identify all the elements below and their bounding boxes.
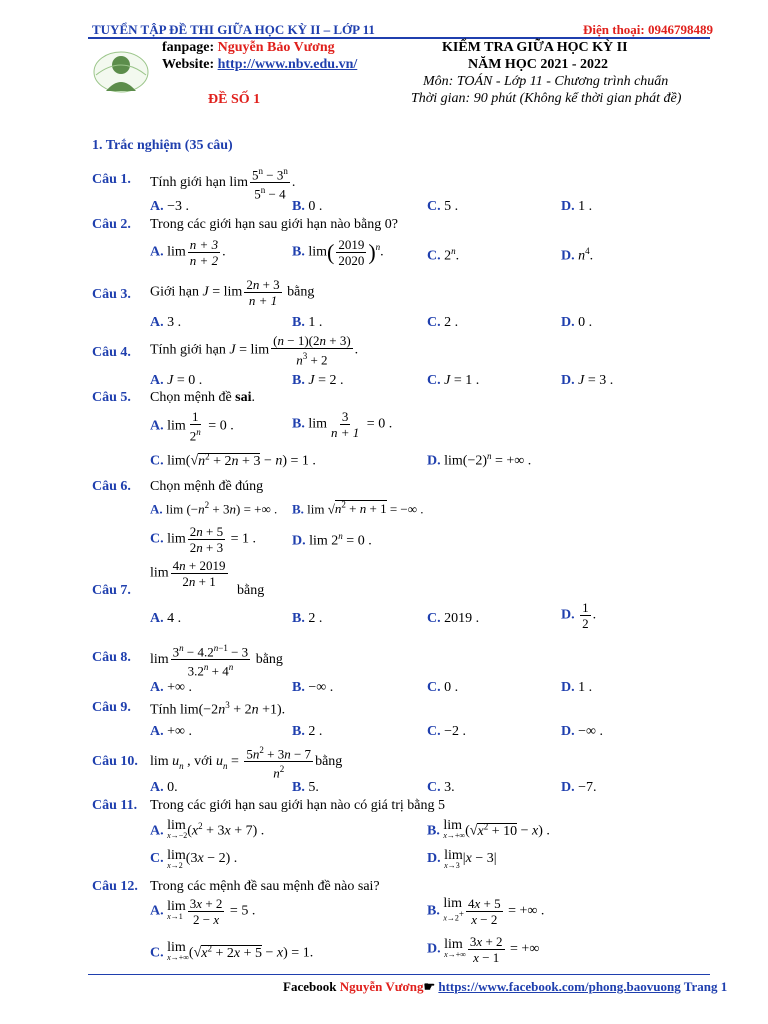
q9-text: Tính $\lim(-2n^3 + 2n +1)$. [150,700,286,718]
q2-number: Câu 2. [92,217,131,232]
author-logo [92,45,150,95]
q3-number: Câu 3. [92,287,131,302]
q7-option-c[interactable]: C. 2019 . [427,611,480,626]
q12-number: Câu 12. [92,879,138,894]
q8-number: Câu 8. [92,650,131,665]
q6-option-d[interactable]: D. $\lim 2^n = 0$ . [292,531,372,549]
q1-option-c[interactable]: C. 5 . [427,199,459,214]
q12-option-a[interactable]: A. lim x→1 $\frac{3x + 2}{2 - x}$ = 5 . [150,896,256,927]
q11-number: Câu 11. [92,798,138,813]
series-title: TUYỂN TẬP ĐỀ THI GIỮA HỌC KỲ II – LỚP 11 [92,22,375,37]
q7-option-a[interactable]: A. 4 . [150,611,182,626]
q1-option-b[interactable]: B. 0 . [292,199,323,214]
q1-option-a[interactable]: A. −3 . [150,199,190,214]
q5-option-a[interactable]: A. lim $\frac{1}{2^n}$ = 0 . [150,409,234,444]
q7-number: Câu 7. [92,583,131,598]
q4-option-a[interactable]: A. J = 0 . [150,373,203,388]
website-link[interactable]: http://www.nbv.edu.vn/ [217,57,358,72]
q4-number: Câu 4. [92,345,131,360]
q3-option-a[interactable]: A. 3 . [150,315,182,330]
q4-option-d[interactable]: D. J = 3 . [561,373,614,388]
page-number: Trang 1 [683,979,728,994]
q1-number: Câu 1. [92,172,131,187]
website-line: Website: http://www.nbv.edu.vn/ [162,57,358,72]
q10-option-c[interactable]: C. 3. [427,780,455,795]
q4-option-b[interactable]: B. J = 2 . [292,373,344,388]
q3-option-c[interactable]: C. 2 . [427,315,459,330]
footer: Facebook Nguyễn Vương☛ https://www.facebook.com/phong.baovuong Trang 1 [283,979,728,994]
q6-number: Câu 6. [92,479,131,494]
q12-option-d[interactable]: D. lim x→+∞ $\frac{3x + 2}{x - 1}$ = +∞ [427,934,540,965]
footer-rule [88,974,710,975]
q7-option-d[interactable]: D. $\frac{1}{2}$ . [561,600,597,631]
q10-number: Câu 10. [92,754,138,769]
q1-text: Tính giới hạn lim $\frac{5^n - 3^n}{5^n - 4}$ . [150,166,296,202]
facebook-link[interactable]: https://www.facebook.com/phong.baovuong [438,979,681,994]
q4-option-c[interactable]: C. J = 1 . [427,373,480,388]
q8-option-b[interactable]: B. −∞ . [292,680,334,695]
fanpage-line: fanpage: Nguyễn Bảo Vương [162,40,335,55]
q8-option-d[interactable]: D. 1 . [561,680,593,695]
q8-text: lim $\frac{3^n - 4.2^{n-1} - 3}{3.2^n + 4^n}$ bằng [150,643,283,679]
q3-text: Giới hạn J = lim $\frac{2n + 3}{n + 1}$ bằng [150,277,315,308]
q5-text: Chọn mệnh đề sai. [150,390,255,405]
q8-option-a[interactable]: A. +∞ . [150,680,193,695]
q11-option-c[interactable]: C. lim x→2 (3x − 2) . [150,848,238,870]
subject-line: Môn: TOÁN - Lớp 11 - Chương trình chuẩn [423,74,669,89]
q5-number: Câu 5. [92,390,131,405]
q9-option-c[interactable]: C. −2 . [427,724,467,739]
exam-title: KIỂM TRA GIỮA HỌC KỲ II [442,40,628,55]
q12-option-b[interactable]: B. lim x→2+ $\frac{4x + 5}{x - 2}$ = +∞ . [427,896,545,927]
q5-option-d[interactable]: D. $\lim(-2)^n$ = +∞ . [427,451,532,469]
header-rule [88,37,710,39]
q2-option-b[interactable]: B. lim( $\frac{2019}{2020}$ )$^n$. [292,237,384,268]
exam-code: ĐỀ SỐ 1 [208,92,261,107]
q7-limit: lim $\frac{4n + 2019}{2n + 1}$ [150,558,226,589]
q6-option-b[interactable]: B. $\lim √n^2 + n + 1$ = −∞ . [292,500,424,517]
q5-option-b[interactable]: B. lim $\frac{3}{n + 1}$ = 0 . [292,409,393,440]
section-title: 1. Trắc nghiệm (35 câu) [92,138,233,153]
q12-option-c[interactable]: C. lim x→+∞ $(√x^2 + 2x + 5 - x) = 1$. [150,940,314,962]
q6-option-a[interactable]: A. $\lim (-n^2 + 3n)$ = +∞ . [150,500,278,517]
q2-option-c[interactable]: C. 2$^n$. [427,246,460,264]
q2-text: Trong các giới hạn sau giới hạn nào bằng 0? [150,217,398,232]
q9-number: Câu 9. [92,700,131,715]
q10-option-a[interactable]: A. 0. [150,780,178,795]
q2-option-a[interactable]: A. lim $\frac{n + 3}{n + 2}$ . [150,237,226,268]
q3-option-b[interactable]: B. 1 . [292,315,323,330]
q9-option-d[interactable]: D. −∞ . [561,724,604,739]
phone-number: Điện thoại: 0946798489 [583,22,713,37]
q3-option-d[interactable]: D. 0 . [561,315,593,330]
q2-option-d[interactable]: D. $n^4$. [561,246,594,264]
q11-text: Trong các giới hạn sau giới hạn nào có giá trị bằng 5 [150,798,446,813]
q11-option-a[interactable]: A. lim x→−2 $(x^2 + 3x + 7)$ . [150,818,265,840]
q4-text: Tính giới hạn J = lim $\frac{(n - 1)(2n + 3)}{n^3 + 2}$ . [150,333,359,368]
q7-text: bằng [237,583,265,598]
q9-option-a[interactable]: A. +∞ . [150,724,193,739]
q9-option-b[interactable]: B. 2 . [292,724,323,739]
duration-line: Thời gian: 90 phút (Không kể thời gian phát đề) [411,91,682,106]
q12-text: Trong các mệnh đề sau mệnh đề nào sai? [150,879,380,894]
q10-option-b[interactable]: B. 5. [292,780,319,795]
hand-pointer-icon: ☛ [423,979,436,994]
q1-option-d[interactable]: D. 1 . [561,199,593,214]
q10-text: $\lim u_n$ , với $u_n$ = $\frac{5n^2 + 3n - 7}{n^2}$ bằng [150,745,343,781]
q11-option-d[interactable]: D. lim x→3 |x − 3| [427,848,497,870]
school-year: NĂM HỌC 2021 - 2022 [468,57,608,72]
q10-option-d[interactable]: D. −7. [561,780,597,795]
q5-option-c[interactable]: C. $\lim(√n^2 + 2n + 3 - n) = 1$ . [150,451,316,469]
q8-option-c[interactable]: C. 0 . [427,680,459,695]
q7-option-b[interactable]: B. 2 . [292,611,323,626]
q6-option-c[interactable]: C. lim $\frac{2n + 5}{2n + 3}$ = 1 . [150,524,257,555]
q6-text: Chọn mệnh đề đúng [150,479,264,494]
q11-option-b[interactable]: B. lim x→+∞ $(√x^2 + 10 - x)$ . [427,818,550,840]
